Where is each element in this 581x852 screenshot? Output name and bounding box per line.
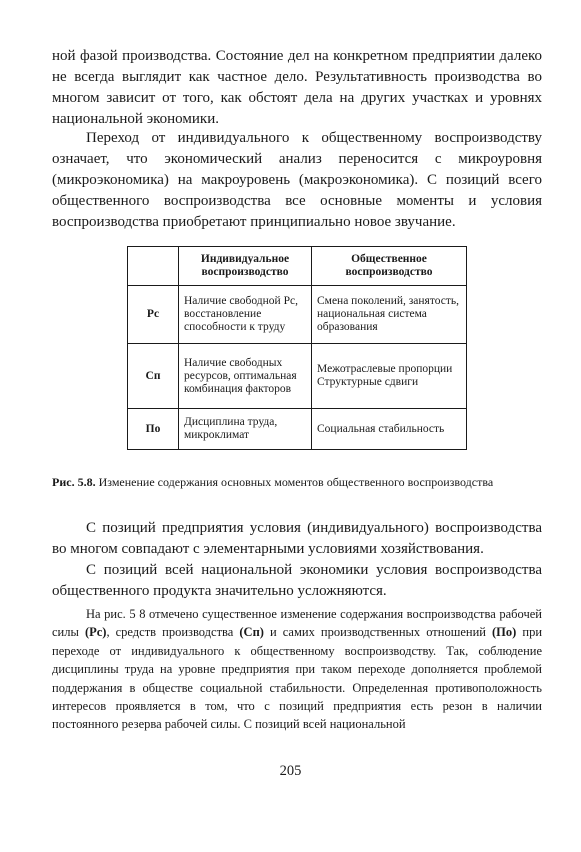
table-row [128,344,467,409]
table-row [128,409,467,450]
table-row [128,286,467,344]
cell-individual: Дисциплина труда, микроклимат [179,409,312,450]
cell-individual: Наличие свободной Рс, восстановление способности к труду [179,286,312,344]
table-header-empty [128,247,179,286]
p5-bold-po: (По) [492,625,517,640]
table-header-row [128,247,467,286]
cell-individual: Наличие свободных ресурсов, оптимальная комбинация факторов [179,344,312,409]
table-header-individual: Индивидуальное воспроизводство [179,247,312,286]
figure-caption [52,474,542,491]
paragraph-1: ной фазой производства. Состояние дел на конкретном предприятии далеко не всегда выглядит как частное дело. Результативность производства во многом зависит от того, как обстоят дела на других участках и уровнях национальной экономики. [52,48,542,127]
figure-table [127,246,467,450]
cell-social: Смена поколений, занятость, национальная система образования [312,286,467,344]
p5-text-3: и самих производственных отношений [263,625,493,640]
p5-bold-rs: (Рс) [84,625,107,640]
p5-text-4: при переходе от индивидуального к общественному воспроизводству. Так, соблюдение дисциплины труда на уровне предприятия при таком переходе дополняется проблемой поддержания в обществе социальной стабильности. Определенная противоположность интересов проявляется в том, что с позиций предприятия есть резон в наличии постоянного резерва рабочей силы. С позиций всей национальной [52,625,543,732]
cell-social: Межотраслевые пропорции Структурные сдвиги [312,344,467,409]
paragraph-3: С позиций предприятия условия (индивидуального) воспроизводства во многом совпадают с элементарными условиями хозяйствования. [52,520,542,557]
p5-bold-sp: (Сп) [239,625,264,640]
caption-label: Рис. 5.8. [52,475,96,489]
row-label: Рс [128,286,179,344]
caption-text: Изменение содержания основных моментов общественного воспроизводства [95,475,494,489]
page-number: 205 [279,763,302,779]
row-label: Сп [128,344,179,409]
paragraph-4: С позиций всей национальной экономики условия воспроизводства общественного продукта значительно усложняются. [52,562,542,599]
paragraph-2: Переход от индивидуального к общественному воспроизводству означает, что экономический анализ переносится с микроуровня (микроэкономика) на макроуровень (макроэкономика). С позиций всего общественного воспроизводства все основные моменты и условия воспроизводства приобретают принципиально новое звучание. [52,130,542,230]
p5-text-2: , средств производства [106,625,240,640]
cell-social: Социальная стабильность [312,409,467,450]
table-header-social: Общественное воспроизводство [312,247,467,286]
paragraph-5 [52,605,542,734]
p5-text-1: На рис. 5 8 отмечено существенное изменение содержания воспроизводства рабочей силы [52,607,542,640]
row-label: По [128,409,179,450]
